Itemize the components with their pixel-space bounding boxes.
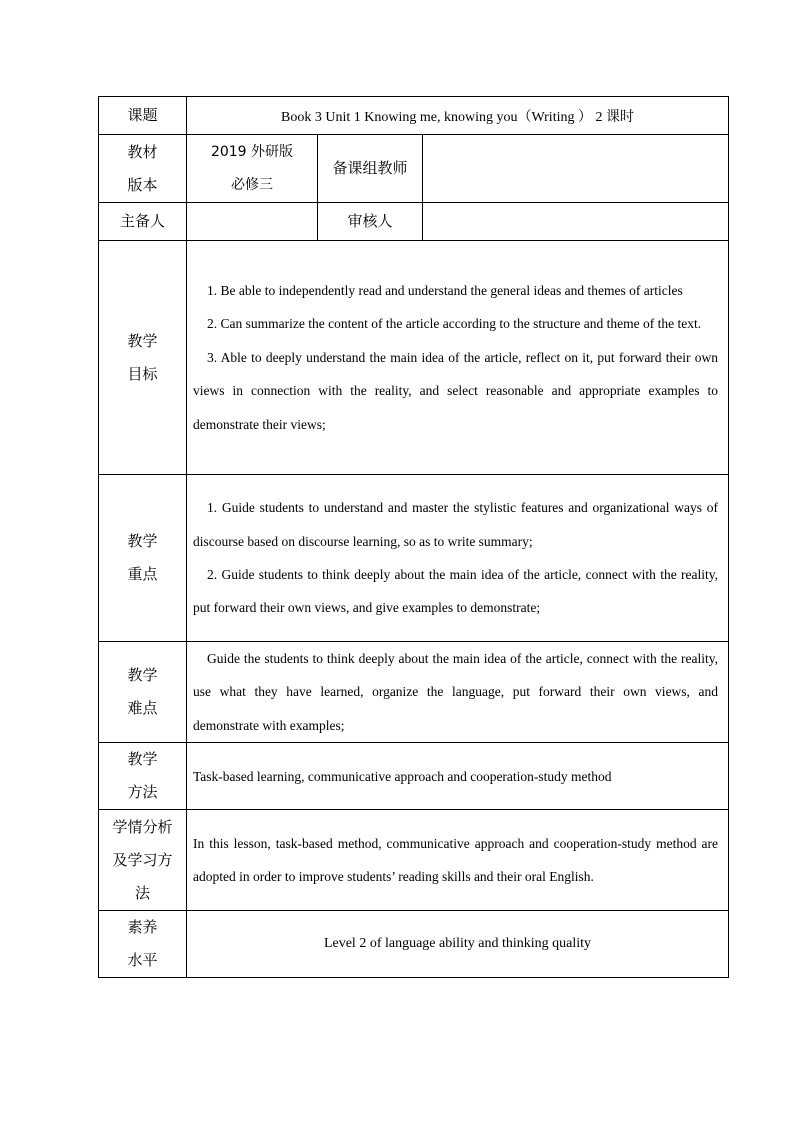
row-objectives [99,241,729,475]
literacy-label-line2: 水平 [127,951,158,970]
row-methods [99,743,729,810]
row-analysis [99,810,729,911]
edition-value-line1: 2019 外研版 [210,143,294,160]
objectives-label [99,241,187,475]
methods-text [187,743,729,810]
key-point-item: 2. Guide students to think deeply about the main idea of the article, connect with the reality, put forward their own views, and give examples to demonstrate; [193,567,719,616]
objective-item: 2. Can summarize the content of the article according to the structure and theme of the text. [207,316,702,332]
reviewer-label: 审核人 [318,203,423,241]
difficulties-label [99,642,187,743]
methods-label-line2: 方法 [127,783,158,802]
literacy-text: Level 2 of language ability and thinking quality [187,911,729,978]
edition-value [187,135,318,203]
analysis-label-line2: 及学习方 [112,850,173,869]
difficulties-label-line2: 难点 [127,699,158,718]
objective-item: 3. Able to deeply understand the main idea of the article, reflect on it, put forward their own views in connection with the reality, and select reasonable and appropriate examples to demonstrate their views; [193,349,719,432]
methods-label-line1: 教学 [127,750,158,769]
difficulties-label-line1: 教学 [127,666,158,685]
row-preparer [99,203,729,241]
preparer-label: 主备人 [99,203,187,241]
objectives-text [187,241,729,475]
edition-label-line2: 版本 [127,175,158,194]
topic-value: Book 3 Unit 1 Knowing me, knowing you（Writing ） 2 课时 [187,97,729,135]
key-points-label [99,475,187,642]
preparer-value [187,203,318,241]
reviewer-value [423,203,729,241]
key-points-label-line1: 教学 [127,532,158,550]
group-teacher-value [423,135,729,203]
lesson-plan-table [98,96,729,978]
analysis-label [99,810,187,911]
row-key-points [99,475,729,642]
edition-label-line1: 教材 [127,142,158,161]
key-points-text [187,475,729,642]
difficulties-text [187,642,729,743]
topic-label: 课题 [99,97,187,135]
row-topic [99,97,729,135]
key-point-item: 1. Guide students to understand and master the stylistic features and organizational ways of discourse based on discourse learning, so as to write summary; [193,500,719,549]
literacy-label-line1: 素养 [127,918,158,937]
analysis-text [187,810,729,911]
edition-label [99,135,187,203]
edition-value-line2: 必修三 [231,176,273,193]
analysis-label-line1: 学情分析 [112,817,173,836]
analysis-paragraph: In this lesson, task-based method, communicative approach and cooperation-study method are adopted in order to improve students’ reading skills and their oral English. [193,835,719,885]
row-edition [99,135,729,203]
methods-paragraph: Task-based learning, communicative approach and cooperation-study method [193,768,612,784]
objective-item: 1. Be able to independently read and understand the general ideas and themes of articles [207,282,683,298]
difficulties-paragraph: Guide the students to think deeply about the main idea of the article, connect with the reality, use what they have learned, organize the language, put forward their own views, and demonstrate with examples; [193,651,719,733]
objectives-label-line1: 教学 [127,331,158,350]
methods-label [99,743,187,810]
row-difficulties [99,642,729,743]
row-literacy [99,911,729,978]
literacy-label [99,911,187,978]
objectives-label-line2: 目标 [127,364,158,383]
analysis-label-line3: 法 [134,883,150,902]
key-points-label-line2: 重点 [127,565,158,583]
group-teacher-label: 备课组教师 [318,135,423,203]
